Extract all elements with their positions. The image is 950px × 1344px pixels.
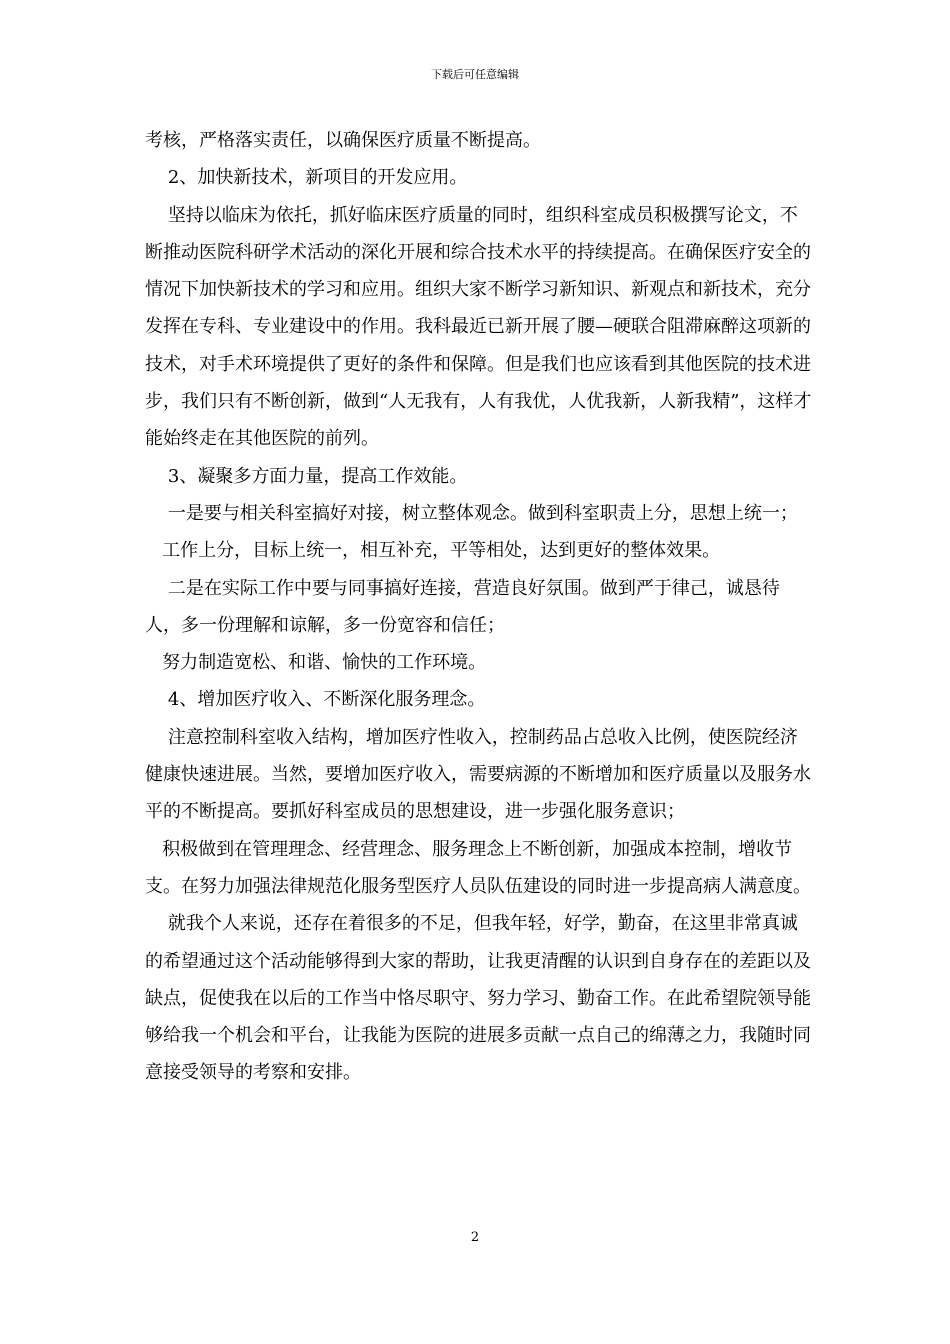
paragraph: 一是要与相关科室搞好对接，树立整体观念。做到科室职责上分，思想上统一； bbox=[145, 502, 798, 524]
paragraph: 积极做到在管理理念、经营理念、服务理念上不断创新，加强成本控制，增收节支。在努力加强法律规范化服务型医疗人员队伍建设的同时进一步提高病人满意度。 bbox=[145, 838, 811, 897]
page-footer bbox=[0, 1230, 950, 1246]
paragraph: 工作上分，目标上统一，相互补充，平等相处，达到更好的整体效果。 bbox=[145, 540, 721, 562]
paragraph: 二是在实际工作中要与同事搞好连接，营造良好氛围。做到严于律己，诚恳待人，多一份理解和谅解，多一份宽容和信任； bbox=[145, 577, 780, 636]
paragraph: 就我个人来说，还存在着很多的不足，但我年轻，好学，勤奋，在这里非常真诚的希望通过这个活动能够得到大家的帮助，让我更清醒的认识到自身存在的差距以及缺点，促使我在以后的工作当中恪尽职守、努力学习、勤奋工作。在此希望院领导能够给我一个机会和平台，让我能为医院的进展多贡献一点自己的绵薄之力，我随时同意接受领导的考察和安排。 bbox=[145, 913, 811, 1084]
page-number: 2 bbox=[470, 1230, 480, 1245]
paragraph: 努力制造宽松、和谐、愉快的工作环境。 bbox=[145, 652, 487, 674]
document-body bbox=[145, 122, 813, 1092]
section-heading: 4、增加医疗收入、不断深化服务理念。 bbox=[145, 689, 486, 711]
header-text: 下载后可任意编辑 bbox=[431, 68, 519, 81]
paragraph: 考核，严格落实责任，以确保医疗质量不断提高。 bbox=[145, 130, 541, 151]
paragraph: 注意控制科室收入结构，增加医疗性收入，控制药品占总收入比例，使医院经济健康快速进展。当然，要增加医疗收入，需要病源的不断增加和医疗质量以及服务水平的不断提高。要抓好科室成员的思想建设，进一步强化服务意识； bbox=[145, 726, 811, 823]
section-heading: 3、凝聚多方面力量，提高工作效能。 bbox=[145, 465, 468, 487]
section-heading: 2、加快新技术，新项目的开发应用。 bbox=[145, 167, 468, 189]
paragraph: 坚持以临床为依托，抓好临床医疗质量的同时，组织科室成员积极撰写论文，不断推动医院科研学术活动的深化开展和综合技术水平的持续提高。在确保医疗安全的情况下加快新技术的学习和应用。组织大家不断学习新知识、新观点和新技术，充分发挥在专科、专业建设中的作用。我科最近已新开展了腰—硬联合阻滞麻醉这项新的技术，对手术环境提供了更好的条件和保障。但是我们也应该看到其他医院的技术进步，我们只有不断创新，做到“人无我有，人有我优，人优我新，人新我精”，这样才能始终走在其他医院的前列。 bbox=[145, 204, 812, 450]
page-header bbox=[0, 68, 950, 82]
